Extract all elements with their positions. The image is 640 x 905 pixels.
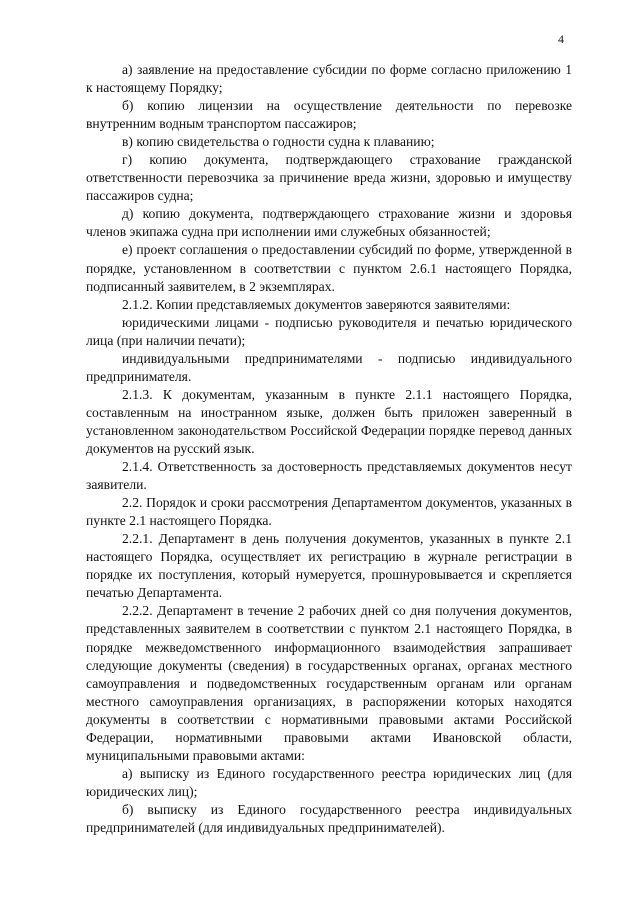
paragraph-item-v-certificate: в) копию свидетельства о годности судна к плаванию; bbox=[122, 134, 435, 150]
paragraph-item-e-agreement-draft: е) проект соглашения о предоставлении субсидий по форме, утвержденной в порядке, установленном в соответствии с пунктом 2.6.1 настоящего Порядка, подписанный заявителем, в 2 экземплярах. bbox=[86, 242, 572, 294]
paragraph-item-d-crew-insurance: д) копию документа, подтверждающего страхование жизни и здоровья членов экипажа судна при исполнении ими служебных обязанностей; bbox=[86, 206, 572, 240]
document-body bbox=[86, 61, 572, 837]
paragraph-item-a-legal-register: а) выписку из Единого государственного реестра юридических лиц (для юридических лиц); bbox=[86, 765, 572, 799]
paragraph-2-1-2: 2.1.2. Копии представляемых документов заверяются заявителями: bbox=[122, 296, 511, 312]
paragraph-item-g-liability-insurance: г) копию документа, подтверждающего страхование гражданской ответственности перевозчика за причинение вреда жизни, здоровью и имуществу пассажиров судна; bbox=[86, 152, 572, 204]
paragraph-2-1-3: 2.1.3. К документам, указанным в пункте 2.1.1 настоящего Порядка, составленным на иностранном языке, должен быть приложен заверенный в установленном законодательством Российской Федерации порядке перевод данных документов на русский язык. bbox=[86, 386, 572, 456]
paragraph-item-b-license: б) копию лицензии на осуществление деятельности по перевозке внутренним водным транспортом пассажиров; bbox=[86, 98, 572, 132]
paragraph-item-a-application: а) заявление на предоставление субсидии по форме согласно приложению 1 к настоящему Порядку; bbox=[86, 62, 572, 96]
paragraph-item-b-entrepreneur-register: б) выписку из Единого государственного реестра индивидуальных предпринимателей (для индивидуальных предпринимателей). bbox=[86, 801, 572, 835]
paragraph-individual-entrepreneurs: индивидуальными предпринимателями - подписью индивидуального предпринимателя. bbox=[86, 350, 572, 384]
paragraph-legal-entities: юридическими лицами - подписью руководителя и печатью юридического лица (при наличии печати); bbox=[86, 314, 572, 348]
page-number: 4 bbox=[558, 32, 564, 46]
paragraph-2-2-2: 2.2.2. Департамент в течение 2 рабочих дней со дня получения документов, представленных заявителем в соответствии с пунктом 2.1 настоящего Порядка, в порядке межведомственного информационного взаимодействия запрашивает следующие документы (сведения) в государственных органах, органах местного самоуправления и подведомственных государственным органам или органам местного самоуправления организациях, в распоряжении которых находятся документы в соответствии с нормативными правовыми актами Российской Федерации, нормативными правовыми актами Ивановской области, муниципальными правовыми актами: bbox=[86, 603, 572, 763]
paragraph-2-1-4: 2.1.4. Ответственность за достоверность представляемых документов несут заявители. bbox=[86, 459, 572, 493]
paragraph-2-2: 2.2. Порядок и сроки рассмотрения Департаментом документов, указанных в пункте 2.1 настоящего Порядка. bbox=[86, 495, 572, 529]
paragraph-2-2-1: 2.2.1. Департамент в день получения документов, указанных в пункте 2.1 настоящего Порядка, осуществляет их регистрацию в журнале регистрации в порядке их поступления, который нумеруется, прошнуровывается и скрепляется печатью Департамента. bbox=[86, 531, 572, 601]
